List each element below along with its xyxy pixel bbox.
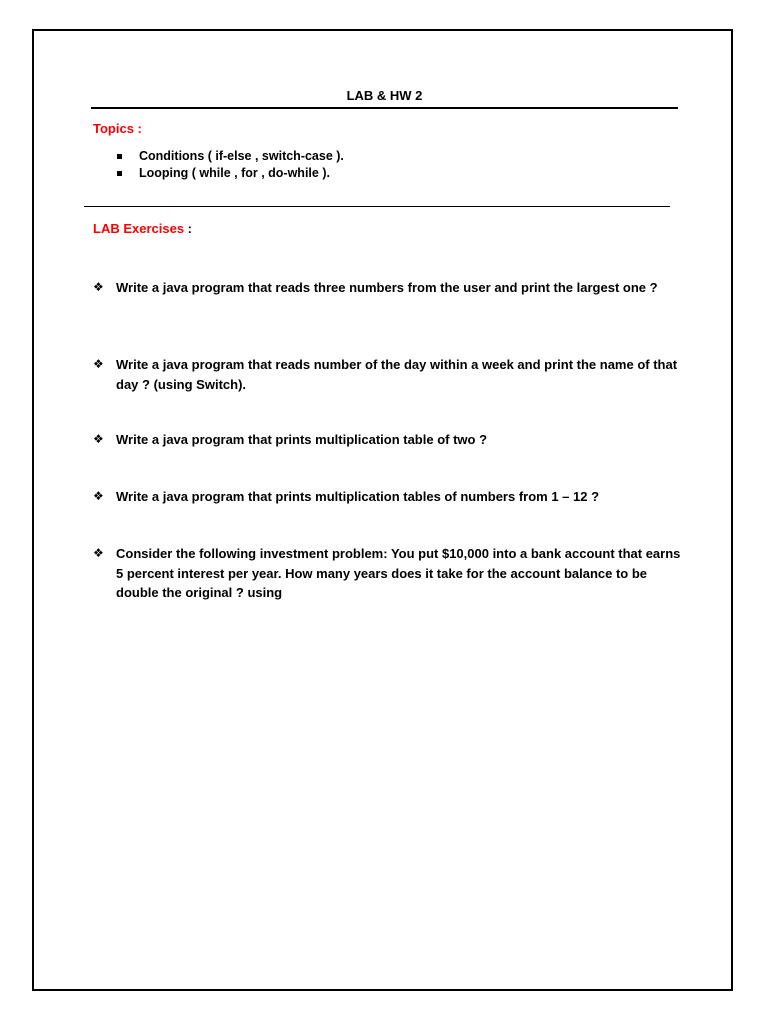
lab-exercises-heading-label: LAB Exercises	[93, 221, 185, 236]
exercise-text: Write a java program that prints multiplication table of two ?	[116, 432, 488, 447]
exercise-item	[93, 355, 681, 394]
diamond-bullet-icon: ❖	[93, 432, 104, 446]
exercise-item	[93, 430, 681, 450]
section-separator	[84, 206, 670, 207]
topics-list	[116, 148, 344, 182]
diamond-bullet-icon: ❖	[93, 489, 104, 503]
topic-item-text: Conditions ( if-else , switch-case ).	[139, 149, 344, 163]
square-bullet-icon	[117, 154, 122, 159]
topics-heading	[93, 121, 142, 136]
topic-item-text: Looping ( while , for , do-while ).	[139, 166, 330, 180]
exercise-item	[93, 544, 681, 603]
square-bullet-icon	[117, 171, 122, 176]
exercise-text: Write a java program that reads number of the day within a week and print the name of that day ? (using Switch).	[116, 357, 678, 392]
diamond-bullet-icon: ❖	[93, 280, 104, 294]
exercise-item	[93, 278, 681, 298]
exercise-text: Write a java program that prints multiplication tables of numbers from 1 – 12 ?	[116, 489, 600, 504]
diamond-bullet-icon: ❖	[93, 546, 104, 560]
topic-item	[116, 165, 344, 182]
topic-item	[116, 148, 344, 165]
document-title: LAB & HW 2	[346, 88, 423, 103]
topics-heading-label: Topics :	[93, 121, 142, 136]
exercise-text: Write a java program that reads three numbers from the user and print the largest one ?	[116, 280, 658, 295]
exercise-text: Consider the following investment problem: You put $10,000 into a bank account that earns 5 percent interest per year. How many years does it take for the account balance to be double the original ? using	[116, 546, 681, 600]
exercise-item	[93, 487, 681, 507]
lab-exercises-heading	[93, 221, 192, 236]
title-underline	[91, 107, 678, 109]
diamond-bullet-icon: ❖	[93, 357, 104, 371]
lab-exercises-heading-colon: :	[184, 221, 193, 236]
